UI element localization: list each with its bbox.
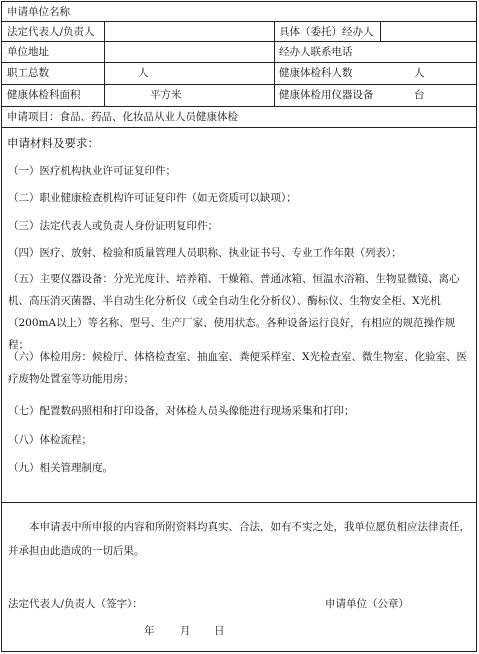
- instrument-unit: 台: [414, 89, 425, 101]
- material-item-3: （三）法定代表人或负责人身份证明复印件；: [8, 220, 218, 232]
- row-divider: [2, 502, 476, 503]
- column-divider: [380, 21, 381, 42]
- row-divider: [2, 84, 476, 85]
- column-divider: [274, 21, 275, 107]
- material-item-1: （一）医疗机构执业许可证复印件；: [8, 165, 176, 177]
- row-divider: [2, 62, 476, 63]
- material-item-5: （五）主要仪器设备：分光光度计、培养箱、干燥箱、普通冰箱、恒温水浴箱、生物显微镜、离心机、高压消灭菌器、半自动生化分析仪（或全自动生化分析仪）、酶标仪、生物安全柜、X光机（200mA以上）等名称、型号、生产厂家、使用状态。各种设备运行良好，有相应的规范操作规程；: [8, 273, 460, 351]
- exam-staff-label: 健康体检科人数: [279, 67, 353, 79]
- area-label: 健康体检科面积: [7, 89, 81, 101]
- date-year: 年: [144, 625, 155, 637]
- material-item-9: （九）相关管理制度。: [8, 462, 113, 474]
- material-item-2: （二）职业健康检查机构许可证复印件（如无资质可以缺项）；: [8, 192, 297, 204]
- exam-staff-unit: 人: [414, 67, 425, 79]
- material-item-4: （四）医疗、放射、检验和质量管理人员职称、执业证书号、专业工作年限（列表）；: [8, 247, 402, 259]
- row-divider: [2, 106, 476, 107]
- material-item-7: （七）配置数码照相和打印设备，对体检人员头像能进行现场采集和打印；: [8, 405, 355, 417]
- date-day: 日: [214, 625, 225, 637]
- agent-phone-label: 经办人联系电话: [279, 46, 353, 58]
- material-item-8: （八）体检流程；: [8, 434, 92, 446]
- materials-heading: 申请材料及要求：: [7, 136, 99, 150]
- project-line: 申请项目：食品、药品、化妆品从业人员健康体检: [7, 111, 238, 123]
- instrument-label: 健康体检用仪器设备: [279, 89, 374, 101]
- application-form: [1, 1, 477, 652]
- seal-label: 申请单位（公章）: [325, 598, 409, 610]
- agent-label: 具体（委托）经办人: [279, 26, 374, 38]
- signature-label: 法定代表人/负责人（签字）：: [8, 598, 143, 610]
- date-month: 月: [180, 625, 191, 637]
- address-label: 单位地址: [7, 46, 49, 58]
- total-staff-unit: 人: [138, 67, 149, 79]
- total-staff-label: 职工总数: [7, 67, 49, 79]
- declaration-text: 本申请表中所申报的内容和所附资料均真实、合法，如有不实之处，我单位愿负相应法律责任，并承担由此造成的一切后果。: [8, 521, 470, 557]
- row-divider: [2, 21, 476, 22]
- row-divider: [2, 127, 476, 128]
- row-divider: [2, 41, 476, 42]
- column-divider: [104, 21, 105, 107]
- area-unit: 平方米: [150, 89, 182, 101]
- legal-rep-label: 法定代表人/负责人: [7, 26, 95, 38]
- material-item-6: （六）体检用房：候检厅、体格检查室、抽血室、粪便采样室、X光检查室、微生物室、化验室、医疗废物处置室等功能用房；: [8, 351, 467, 385]
- applicant-unit-label: 申请单位名称: [7, 6, 70, 18]
